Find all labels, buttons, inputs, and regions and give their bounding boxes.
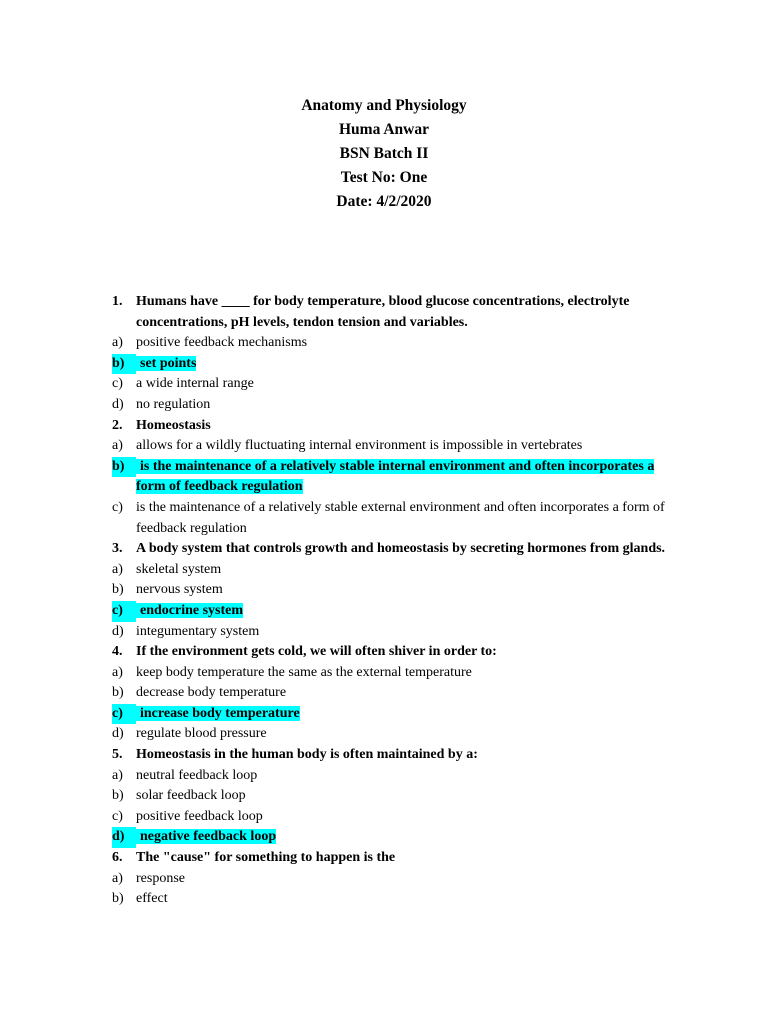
option-letter: b) bbox=[112, 685, 124, 701]
option-text bbox=[136, 354, 672, 375]
option-text bbox=[136, 704, 672, 725]
question-number: 5. bbox=[112, 747, 123, 763]
option-text: keep body temperature the same as the external temperature bbox=[136, 664, 472, 680]
option-text: effect bbox=[136, 891, 168, 907]
answer-option bbox=[112, 766, 672, 787]
option-letter: a) bbox=[112, 664, 123, 680]
option-letter: b) bbox=[112, 457, 136, 478]
answer-option bbox=[112, 724, 672, 745]
answer-option bbox=[112, 560, 672, 581]
answer-option bbox=[112, 436, 672, 457]
question-6 bbox=[112, 848, 672, 869]
option-letter: c) bbox=[112, 499, 123, 515]
question-text: A body system that controls growth and homeostasis by secreting hormones from glands. bbox=[136, 541, 666, 557]
option-letter: c) bbox=[112, 808, 123, 824]
option-text: neutral feedback loop bbox=[136, 767, 258, 783]
question-text: Homeostasis in the human body is often maintained by a: bbox=[136, 747, 478, 763]
option-text: no regulation bbox=[136, 396, 211, 412]
option-text: positive feedback loop bbox=[136, 808, 263, 824]
question-text: If the environment gets cold, we will often shiver in order to: bbox=[136, 644, 497, 660]
option-letter: d) bbox=[112, 726, 124, 742]
highlighted-answer: is the maintenance of a relatively stable internal environment and often incorporates a form of feedback regulation bbox=[136, 458, 655, 495]
question-3 bbox=[112, 539, 672, 560]
option-letter: a) bbox=[112, 335, 123, 351]
question-5 bbox=[112, 745, 672, 766]
option-letter: b) bbox=[112, 891, 124, 907]
option-text: regulate blood pressure bbox=[136, 726, 267, 742]
option-letter: b) bbox=[112, 582, 124, 598]
option-letter: a) bbox=[112, 561, 123, 577]
question-list bbox=[112, 292, 672, 910]
option-text: skeletal system bbox=[136, 561, 222, 577]
answer-option bbox=[112, 786, 672, 807]
option-letter: d) bbox=[112, 623, 124, 639]
test-date: Date: 4/2/2020 bbox=[336, 193, 432, 210]
answer-option bbox=[112, 395, 672, 416]
answer-option bbox=[112, 889, 672, 910]
highlighted-answer: set points bbox=[136, 356, 196, 371]
test-number: Test No: One bbox=[340, 169, 428, 186]
option-text: is the maintenance of a relatively stable external environment and often incorporates a form of feedback regulation bbox=[136, 499, 665, 536]
question-text: The "cause" for something to happen is the bbox=[136, 850, 396, 866]
option-letter: d) bbox=[112, 396, 124, 412]
answer-option bbox=[112, 622, 672, 643]
answer-option-correct bbox=[112, 704, 672, 725]
option-text: nervous system bbox=[136, 582, 223, 598]
option-text: integumentary system bbox=[136, 623, 260, 639]
highlighted-answer: increase body temperature bbox=[136, 706, 300, 721]
option-letter: c) bbox=[112, 704, 136, 725]
question-1 bbox=[112, 292, 672, 333]
option-text bbox=[136, 601, 672, 622]
question-number: 3. bbox=[112, 541, 123, 557]
question-text: Homeostasis bbox=[136, 417, 211, 433]
option-text: a wide internal range bbox=[136, 376, 254, 392]
highlighted-answer: endocrine system bbox=[136, 603, 243, 618]
answer-option bbox=[112, 807, 672, 828]
option-text: decrease body temperature bbox=[136, 685, 287, 701]
question-2 bbox=[112, 416, 672, 437]
option-letter: a) bbox=[112, 438, 123, 454]
answer-option bbox=[112, 374, 672, 395]
option-text: solar feedback loop bbox=[136, 788, 246, 804]
answer-option bbox=[112, 869, 672, 890]
student-name: Huma Anwar bbox=[339, 121, 429, 138]
highlighted-answer: negative feedback loop bbox=[136, 829, 276, 844]
document-header bbox=[0, 94, 768, 214]
answer-option-correct bbox=[112, 354, 672, 375]
option-text bbox=[136, 457, 672, 498]
question-number: 4. bbox=[112, 644, 123, 660]
question-text: Humans have ____ for body temperature, blood glucose concentrations, electrolyte concentrations, pH levels, tendon tension and variables. bbox=[136, 294, 630, 330]
option-letter: c) bbox=[112, 601, 136, 622]
option-letter: a) bbox=[112, 767, 123, 783]
subject-title: Anatomy and Physiology bbox=[301, 97, 467, 114]
answer-option-correct bbox=[112, 457, 672, 498]
answer-option bbox=[112, 333, 672, 354]
answer-option bbox=[112, 663, 672, 684]
option-letter: a) bbox=[112, 870, 123, 886]
option-letter: b) bbox=[112, 354, 136, 375]
option-letter: c) bbox=[112, 376, 123, 392]
option-letter: b) bbox=[112, 788, 124, 804]
question-number: 2. bbox=[112, 417, 123, 433]
answer-option-correct bbox=[112, 827, 672, 848]
option-text: allows for a wildly fluctuating internal environment is impossible in vertebrates bbox=[136, 438, 583, 454]
answer-option bbox=[112, 580, 672, 601]
question-number: 1. bbox=[112, 294, 123, 309]
answer-option bbox=[112, 683, 672, 704]
option-text bbox=[136, 827, 672, 848]
option-text: positive feedback mechanisms bbox=[136, 335, 308, 351]
option-text: response bbox=[136, 870, 185, 886]
batch-label: BSN Batch II bbox=[339, 145, 429, 162]
answer-option-correct bbox=[112, 601, 672, 622]
question-4 bbox=[112, 642, 672, 663]
option-letter: d) bbox=[112, 827, 136, 848]
answer-option bbox=[112, 498, 672, 539]
question-number: 6. bbox=[112, 850, 123, 866]
